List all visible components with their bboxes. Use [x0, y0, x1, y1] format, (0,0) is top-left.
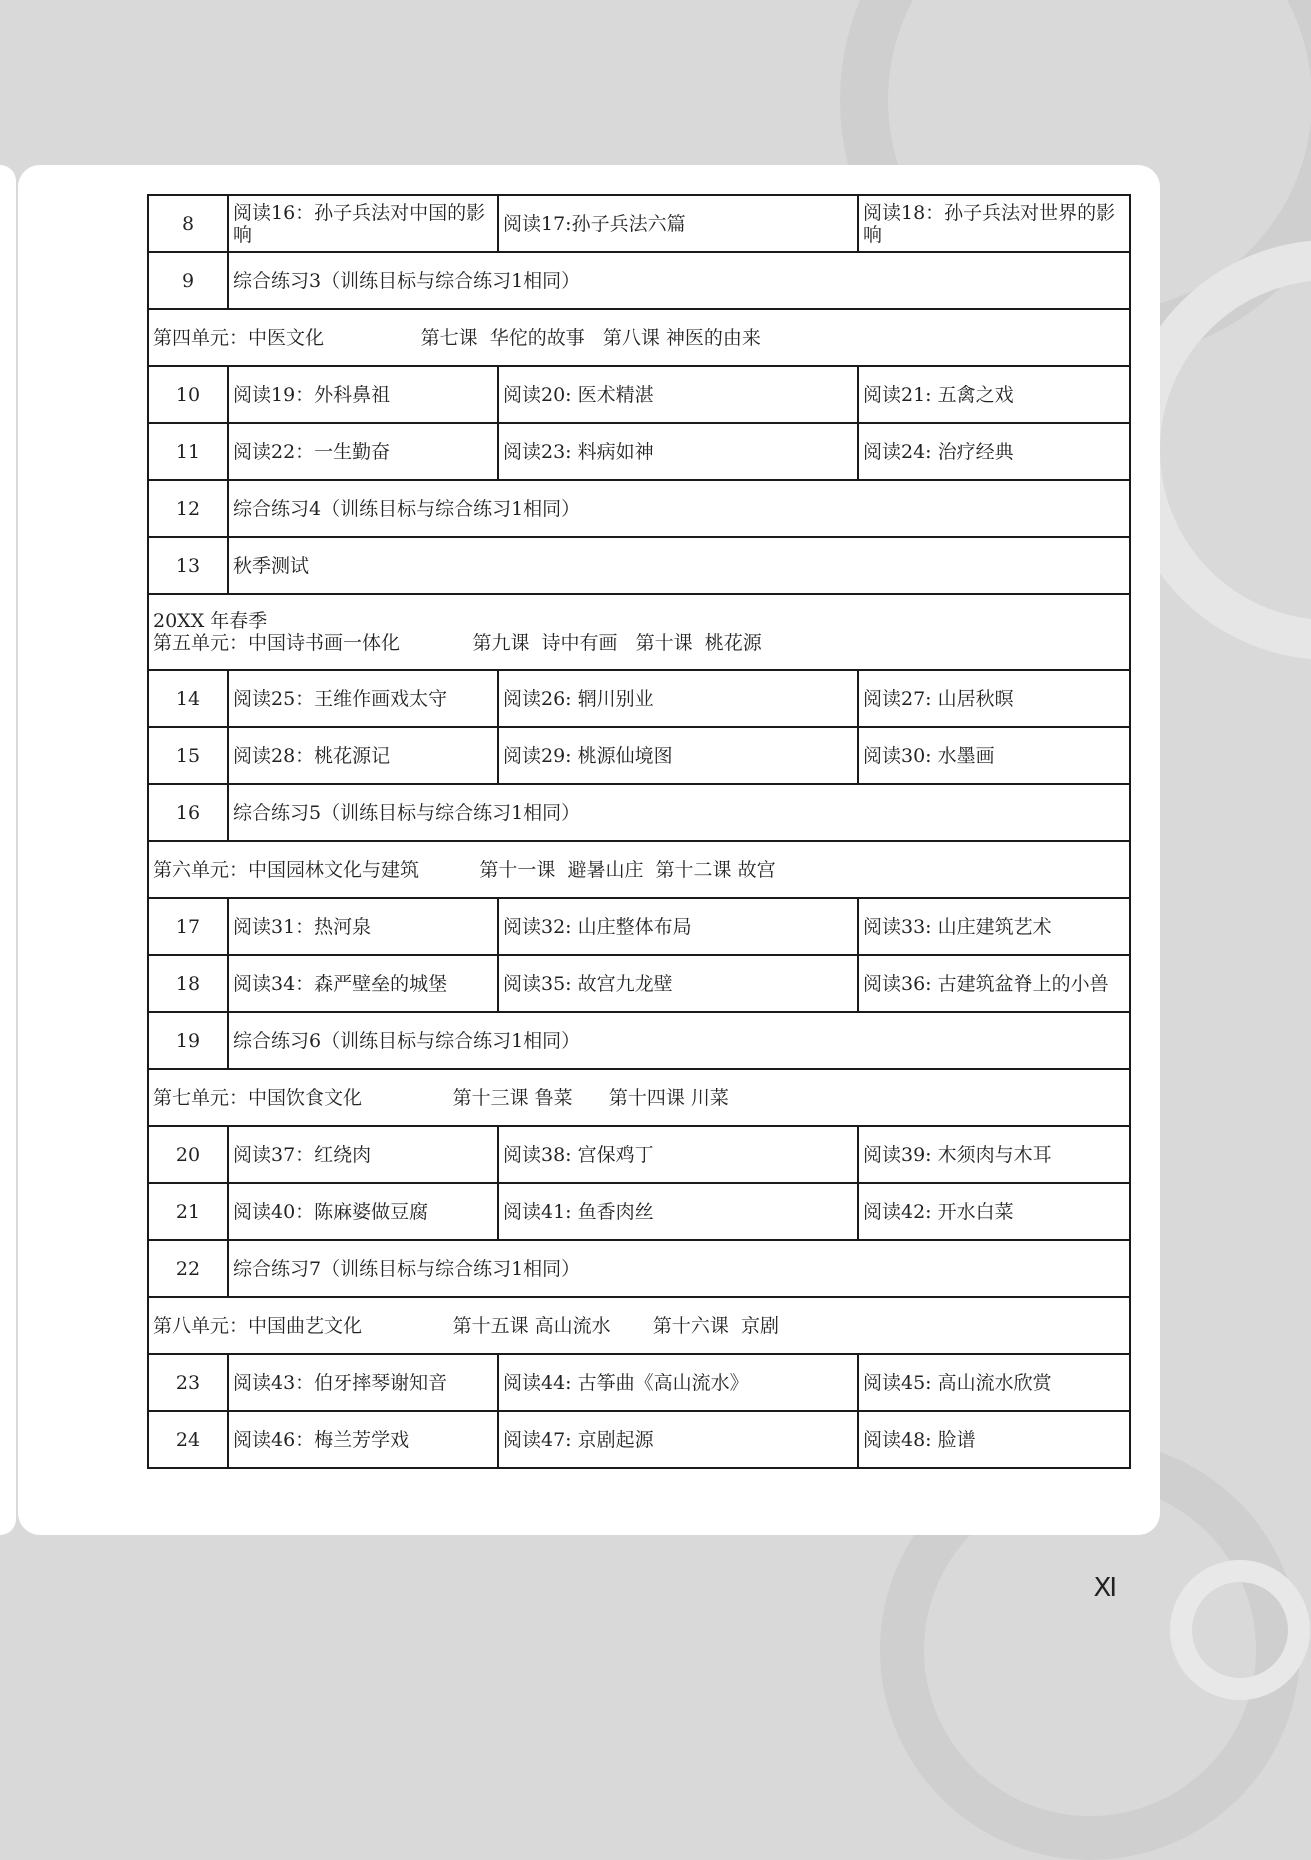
- unit-header-row: [148, 1069, 1130, 1126]
- week-number-cell: 10: [148, 366, 228, 423]
- week-number-cell: 14: [148, 670, 228, 727]
- week-number-cell: 21: [148, 1183, 228, 1240]
- reading-cell: 阅读20: 医术精湛: [498, 366, 858, 423]
- reading-cell: 阅读19：外科鼻祖: [228, 366, 498, 423]
- reading-cell: 阅读41: 鱼香肉丝: [498, 1183, 858, 1240]
- reading-cell: 阅读33: 山庄建筑艺术: [858, 898, 1130, 955]
- reading-cell: 阅读25：王维作画戏太守: [228, 670, 498, 727]
- table-row: [148, 784, 1130, 841]
- week-number-cell: 23: [148, 1354, 228, 1411]
- week-number-cell: 20: [148, 1126, 228, 1183]
- week-number-cell: 13: [148, 537, 228, 594]
- reading-cell: 阅读30: 水墨画: [858, 727, 1130, 784]
- reading-cell: 阅读42: 开水白菜: [858, 1183, 1130, 1240]
- week-number-cell: 8: [148, 195, 228, 252]
- reading-cell: 阅读26: 辋川别业: [498, 670, 858, 727]
- unit-title: 第四单元：中医文化 第七课 华佗的故事 第八课 神医的由来: [153, 326, 761, 349]
- table-row: [148, 423, 1130, 480]
- unit-header-cell: [148, 1297, 1130, 1354]
- reading-cell: 阅读27: 山居秋暝: [858, 670, 1130, 727]
- table-row: [148, 1183, 1130, 1240]
- week-number-cell: 18: [148, 955, 228, 1012]
- reading-cell: 阅读16：孙子兵法对中国的影响: [228, 195, 498, 252]
- activity-cell: 综合练习5（训练目标与综合练习1相同）: [228, 784, 1130, 841]
- unit-header-cell: [148, 594, 1130, 670]
- reading-cell: 阅读47: 京剧起源: [498, 1411, 858, 1468]
- table-row: [148, 670, 1130, 727]
- semester-label: 20XX 年春季: [153, 610, 268, 632]
- activity-cell: 秋季测试: [228, 537, 1130, 594]
- activity-cell: 综合练习6（训练目标与综合练习1相同）: [228, 1012, 1130, 1069]
- reading-cell: 阅读38: 宫保鸡丁: [498, 1126, 858, 1183]
- table-row: [148, 537, 1130, 594]
- reading-cell: 阅读39: 木须肉与木耳: [858, 1126, 1130, 1183]
- table-row: [148, 1240, 1130, 1297]
- unit-title: 第八单元：中国曲艺文化 第十五课 高山流水 第十六课 京剧: [153, 1314, 779, 1337]
- reading-cell: 阅读48: 脸谱: [858, 1411, 1130, 1468]
- week-number-cell: 17: [148, 898, 228, 955]
- left-page-edge: [0, 165, 16, 1535]
- reading-cell: 阅读22：一生勤奋: [228, 423, 498, 480]
- reading-cell: 阅读21: 五禽之戏: [858, 366, 1130, 423]
- reading-cell: 阅读45: 高山流水欣赏: [858, 1354, 1130, 1411]
- table-row: [148, 898, 1130, 955]
- reading-cell: 阅读44: 古筝曲《高山流水》: [498, 1354, 858, 1411]
- reading-cell: 阅读32: 山庄整体布局: [498, 898, 858, 955]
- table-row: [148, 195, 1130, 252]
- week-number-cell: 24: [148, 1411, 228, 1468]
- page-number: XI: [1093, 1573, 1115, 1603]
- week-number-cell: 15: [148, 727, 228, 784]
- table-row: [148, 727, 1130, 784]
- reading-cell: 阅读40：陈麻婆做豆腐: [228, 1183, 498, 1240]
- reading-cell: 阅读37：红绕肉: [228, 1126, 498, 1183]
- week-number-cell: 19: [148, 1012, 228, 1069]
- unit-header-cell: [148, 309, 1130, 366]
- curriculum-table: [147, 194, 1131, 1469]
- reading-cell: 阅读34：森严壁垒的城堡: [228, 955, 498, 1012]
- week-number-cell: 12: [148, 480, 228, 537]
- table-row: [148, 955, 1130, 1012]
- reading-cell: 阅读23: 料病如神: [498, 423, 858, 480]
- reading-cell: 阅读31：热河泉: [228, 898, 498, 955]
- unit-header-cell: [148, 841, 1130, 898]
- table-row: [148, 252, 1130, 309]
- table-row: [148, 1126, 1130, 1183]
- reading-cell: 阅读36: 古建筑盆脊上的小兽: [858, 955, 1130, 1012]
- activity-cell: 综合练习7（训练目标与综合练习1相同）: [228, 1240, 1130, 1297]
- table-row: [148, 1012, 1130, 1069]
- reading-cell: 阅读43：伯牙摔琴谢知音: [228, 1354, 498, 1411]
- unit-title: 第六单元：中国园林文化与建筑 第十一课 避暑山庄 第十二课 故宫: [153, 858, 776, 881]
- unit-header-row: [148, 1297, 1130, 1354]
- week-number-cell: 22: [148, 1240, 228, 1297]
- week-number-cell: 9: [148, 252, 228, 309]
- reading-cell: 阅读28：桃花源记: [228, 727, 498, 784]
- table-row: [148, 1354, 1130, 1411]
- unit-title: 第七单元：中国饮食文化 第十三课 鲁菜 第十四课 川菜: [153, 1086, 729, 1109]
- reading-cell: 阅读29: 桃源仙境图: [498, 727, 858, 784]
- week-number-cell: 16: [148, 784, 228, 841]
- table-row: [148, 480, 1130, 537]
- unit-header-row: [148, 841, 1130, 898]
- unit-header-cell: [148, 1069, 1130, 1126]
- table-row: [148, 366, 1130, 423]
- activity-cell: 综合练习4（训练目标与综合练习1相同）: [228, 480, 1130, 537]
- unit-header-row: [148, 309, 1130, 366]
- activity-cell: 综合练习3（训练目标与综合练习1相同）: [228, 252, 1130, 309]
- reading-cell: 阅读35: 故宫九龙壁: [498, 955, 858, 1012]
- reading-cell: 阅读18：孙子兵法对世界的影响: [858, 195, 1130, 252]
- reading-cell: 阅读46：梅兰芳学戏: [228, 1411, 498, 1468]
- unit-header-row: [148, 594, 1130, 670]
- unit-title: 第五单元：中国诗书画一体化 第九课 诗中有画 第十课 桃花源: [153, 632, 762, 654]
- table-row: [148, 1411, 1130, 1468]
- reading-cell: 阅读17:孙子兵法六篇: [498, 195, 858, 252]
- week-number-cell: 11: [148, 423, 228, 480]
- reading-cell: 阅读24: 治疗经典: [858, 423, 1130, 480]
- background-circle-decoration: [1170, 1560, 1310, 1700]
